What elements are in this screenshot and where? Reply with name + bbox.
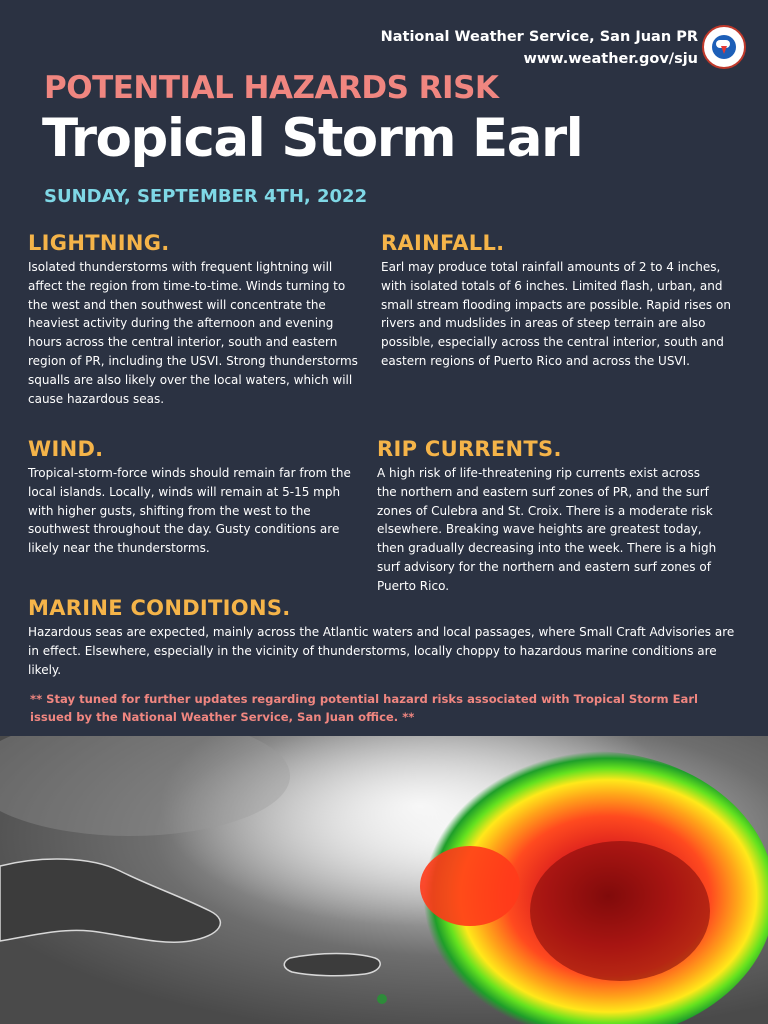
wind-heading: WIND. <box>28 437 104 461</box>
lightning-heading: LIGHTNING. <box>28 231 170 255</box>
marine-heading: MARINE CONDITIONS. <box>28 596 291 620</box>
section-rip-currents <box>377 437 723 596</box>
satellite-image <box>0 736 768 1024</box>
section-rainfall <box>381 231 743 371</box>
header-org <box>381 26 698 70</box>
date-line: SUNDAY, SEPTEMBER 4TH, 2022 <box>44 186 368 207</box>
org-name: National Weather Service, San Juan PR <box>380 29 698 45</box>
section-wind <box>28 437 368 558</box>
marine-body: Hazardous seas are expected, mainly across the Atlantic waters and local passages, where Small Craft Advisories are in effect. Elsewhere, especially in the vicinity of thunderstorms, locally choppy to hazardous marine conditions are likely. <box>28 625 735 677</box>
wind-body: Tropical-storm-force winds should remain far from the local islands. Locally, winds will remain at 5-15 mph with higher gusts, shifting from the west to the southwest throughout the day. Gusty conditions are likely near the thunderstorms. <box>28 466 351 556</box>
storm-band-west <box>420 846 520 926</box>
satellite-infrared-image <box>0 736 768 1024</box>
nws-seal-logo <box>702 25 746 69</box>
lightning-body: Isolated thunderstorms with frequent lightning will affect the region from time-to-time. Winds turning to the west and then southwest will concentrate the heaviest activity during the afternoon and evening hours across the central interior, south and eastern region of PR, including the USVI. Strong thunderstorms squalls are also likely over the local waters, which will cause hazardous seas. <box>28 260 358 406</box>
rip-currents-body: A high risk of life-threatening rip currents exist across the northern and eastern surf zones of PR, and the surf zones of Culebra and St. Croix. There is a moderate risk elsewhere. Breaking wave heights are greatest today, then gradually decreasing into the week. There is a high surf advisory for the northern and eastern surf zones of Puerto Rico. <box>377 466 717 593</box>
storm-core <box>530 841 710 981</box>
section-lightning <box>28 231 368 408</box>
puerto-rico-island <box>284 954 380 976</box>
seal-lightning-icon <box>721 46 727 54</box>
green-marker <box>377 994 387 1004</box>
page-title: Tropical Storm Earl <box>42 108 583 169</box>
org-url[interactable]: www.weather.gov/sju <box>523 51 698 67</box>
rip-currents-heading: RIP CURRENTS. <box>377 437 562 461</box>
rainfall-body: Earl may produce total rainfall amounts of 2 to 4 inches, with isolated totals of 6 inches. Limited flash, urban, and small stream flooding impacts are possible. Rapid rises on rivers and mudslides in areas of steep terrain are also possible, especially across the central interior, south and eastern regions of Puerto Rico and across the USVI. <box>381 260 731 368</box>
rainfall-heading: RAINFALL. <box>381 231 505 255</box>
section-marine <box>28 596 740 679</box>
footer-note: ** Stay tuned for further updates regarding potential hazard risks associated with Tropical Storm Earl issued by the National Weather Service, San Juan office. ** <box>30 692 699 724</box>
hazards-eyebrow: POTENTIAL HAZARDS RISK <box>44 70 499 106</box>
